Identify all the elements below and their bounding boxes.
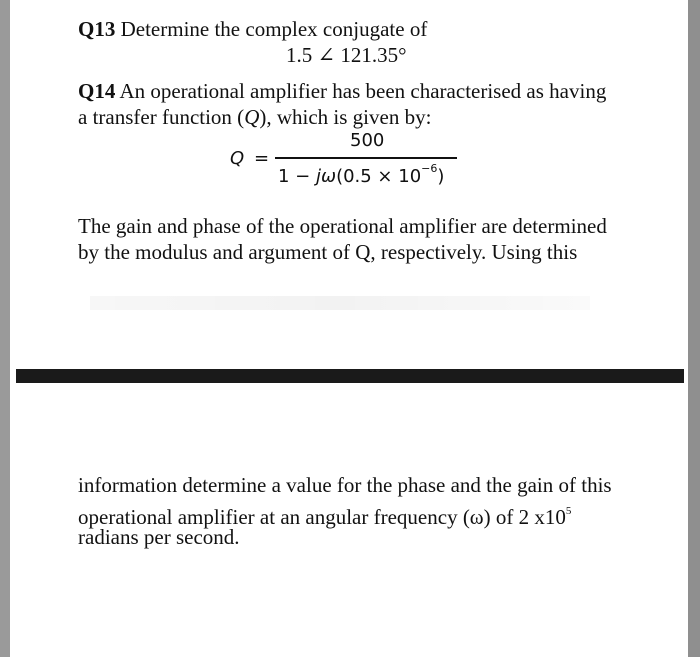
q14-label: Q14 bbox=[78, 79, 116, 103]
q14-question-line2 bbox=[78, 104, 431, 130]
denominator-start: 1 − bbox=[278, 166, 316, 187]
paragraph2-exponent: 5 bbox=[565, 505, 572, 517]
document-page bbox=[10, 0, 688, 657]
denominator-exponent: −6 bbox=[421, 162, 438, 175]
paragraph1-line2: by the modulus and argument of Q, respectively. Using this bbox=[78, 240, 578, 264]
equation-numerator: 500 bbox=[350, 130, 385, 151]
equation-lhs: Q bbox=[230, 148, 245, 169]
q13-label: Q13 bbox=[78, 17, 116, 41]
left-page-edge bbox=[0, 0, 10, 657]
faded-text-remnant bbox=[90, 296, 590, 310]
paragraph2-line3: radians per second. bbox=[78, 525, 240, 549]
denominator-rest: (0.5 × 10 bbox=[336, 166, 422, 187]
q14-line2-before: a transfer function ( bbox=[78, 105, 245, 129]
q13-value: 1.5 ∠ 121.35° bbox=[286, 43, 407, 67]
q14-line2-after: ), which is given by: bbox=[259, 105, 432, 129]
q13-question bbox=[78, 16, 427, 42]
equation-denominator bbox=[278, 162, 444, 187]
right-page-edge bbox=[688, 0, 700, 657]
equation-equals: = bbox=[254, 148, 270, 169]
paragraph2-line1: information determine a value for the phase and the gain of this bbox=[78, 473, 612, 497]
page-break-bar bbox=[16, 369, 684, 383]
paragraph1-line1: The gain and phase of the operational amplifier are determined bbox=[78, 214, 607, 238]
q14-line2-var: Q bbox=[244, 105, 260, 129]
q14-line1: An operational amplifier has been characterised as having bbox=[119, 79, 607, 103]
q13-text: Determine the complex conjugate of bbox=[120, 17, 428, 41]
denominator-end: ) bbox=[437, 166, 445, 187]
q14-question-line1 bbox=[78, 78, 606, 104]
denominator-var: jω bbox=[315, 166, 337, 187]
paragraph2-line2-text: operational amplifier at an angular frequency (ω) of 2 x10 bbox=[78, 505, 566, 529]
fraction-bar bbox=[275, 157, 457, 159]
